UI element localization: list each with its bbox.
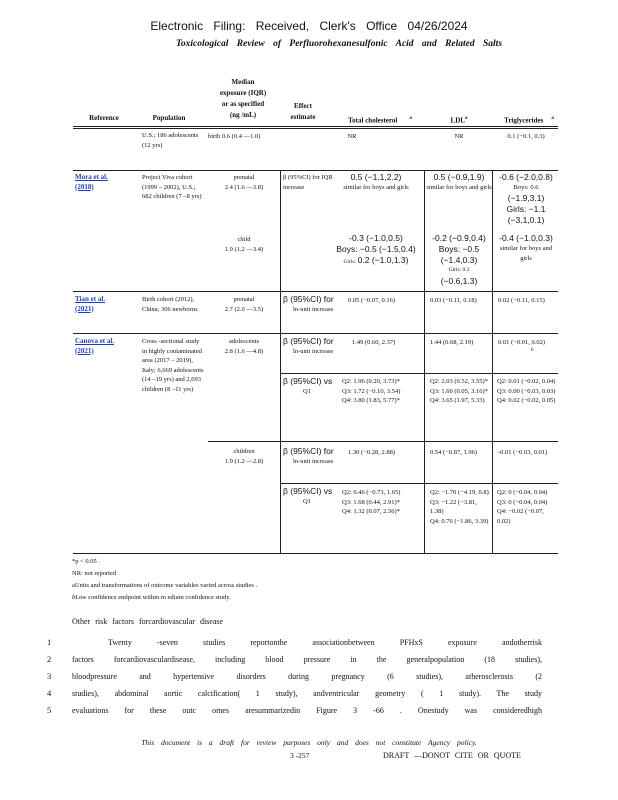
- page-number: 3 -257: [290, 751, 310, 760]
- mora-tc-prenatal: 0.5 (−1.1,2.2) similar for boys and girls: [343, 172, 409, 191]
- col-header-total-cholesterol: Total cholesterol $^a$: [348, 116, 412, 125]
- tian-ldl: 0.03 (−0.11, 0.18): [430, 297, 477, 304]
- col-header-triglycerides: Triglycerides $^a$: [504, 116, 554, 125]
- table-row-1-tg: 0.1 (−0.1, 0.3): [507, 133, 545, 140]
- canova-ldl-adol-q: Q2: 2.03 (0.52, 3.55)* Q3: 1.60 (0.05, 3.16)* Q4: 3.65 (1.97, 5.33): [430, 378, 488, 404]
- section-heading: Other risk factors forcardiovascular disease: [72, 617, 224, 626]
- col-header-ldl: LDL$^a$: [450, 116, 468, 125]
- filing-stamp: Electronic Filing: Received, Clerk's Office 04/26/2024: [150, 19, 468, 33]
- mora-tg-child: -0.4 (−1.0,0.3) similar for boys and girls: [499, 233, 553, 262]
- draft-disclaimer: This document is a draft for review purposes only and does not constitute Agency policy.: [141, 738, 477, 747]
- line-number: 4: [47, 688, 52, 698]
- canova-tg-child-ln: -0.01 (−0.03, 0.01): [498, 449, 548, 456]
- mora-ldl-prenatal: 0.5 (−0.9,1.9) similar for boys and girls: [426, 172, 492, 191]
- mora-exposure-prenatal: prenatal 2.4 (1.6 —3.8): [224, 174, 264, 191]
- reference-link-mora-2018[interactable]: Mora et al. (2018): [75, 173, 108, 191]
- paragraph-line: bloodpressure and hypertensive disorders during pregnancy (6 studies), atherosclerosis (2: [72, 672, 542, 681]
- canova-tc-adol-q: Q2: 1.96 (0.20, 3.73)* Q3: 1.72 (−0.10, 3.54) Q4: 3.80 (1.83, 5.77)*: [342, 378, 401, 404]
- table-row-1-population: U.S.; 186 adolescents (12 yrs): [142, 132, 199, 149]
- mora-population: Project Viva cohort (1999 – 2002), U.S.; 682 children (7 –8 yrs): [142, 174, 202, 200]
- line-number: 5: [47, 705, 52, 715]
- tian-exposure: prenatal 2.7 (2.0 —3.5): [224, 296, 264, 313]
- mora-tg-prenatal: -0.6 (−2.0,0.8) Boys: 0.6 (−1.9,3.1) Girls: −1.1 (−3.1,0.1): [499, 172, 553, 225]
- mora-exposure-child: child 1.9 (1.2 —3.4): [224, 236, 264, 253]
- col-header-median-exposure: Median exposure (IQR) or as specified (ng /mL): [219, 78, 267, 119]
- tian-tg: 0.02 (−0.11, 0.15): [498, 297, 545, 304]
- canova-effect-adol-ln: β (95%CI) for ln-unit increase: [283, 336, 334, 355]
- canova-ldl-child-q: Q2: −1.70 (−4.19, 0.8) Q3: −1.22 (−3.81, 1.38) Q4: 0.76 (−1.86, 3.39): [430, 489, 489, 525]
- draft-notice: DRAFT —DONOT CITE OR QUOTE: [383, 751, 521, 760]
- canova-tg-adol-ln: 0.01 (−0.01, 0.02) b: [498, 339, 545, 353]
- line-number: 1: [47, 637, 52, 647]
- paragraph-line: factors forcardiovasculardisease, including blood pressure in the generalpopulation (18 studies),: [72, 655, 542, 664]
- footnote-significance: *p < 0.05 .: [72, 558, 101, 565]
- footnote-a: aUnits and transformations of outcome variables varied across studies .: [72, 582, 258, 589]
- canova-tc-child-ln: 1.30 (−0.28, 2.88): [348, 449, 395, 456]
- mora-ldl-child: -0.2 (−0.9,0.4) Boys: −0.5 (−1.4,0.3) Girls: 0.3 (−0.6,1.3): [432, 233, 486, 286]
- canova-effect-child-ln: β (95%CI) for ln-unit increase: [283, 446, 334, 465]
- canova-exposure-children: children 1.9 (1.2 —2.8): [224, 448, 264, 465]
- table-row-1-tc: NR: [347, 133, 357, 140]
- col-header-reference: Reference: [89, 114, 119, 122]
- table-row-1-exposure: birth 0.6 (0.4 —1.0): [208, 133, 261, 140]
- document-title: Toxicological Review of Perfluorohexanesulfonic Acid and Related Salts: [175, 39, 503, 49]
- canova-exposure-adolescents: adolescents 2.8 (1.6 —4.8): [224, 338, 264, 355]
- tian-tc: 0.05 (−0.07, 0.16): [348, 297, 395, 304]
- reference-link-canova-2021[interactable]: Canova et al. (2021): [75, 337, 115, 355]
- tian-population: Birth cohort (2012), China; 306 newborns: [142, 296, 198, 313]
- mora-effect-estimate: β (95%CI) for IQR increase: [283, 174, 333, 191]
- footnote-b: bLow confidence endpoint within m edium confidence study.: [72, 594, 231, 601]
- canova-tg-child-q: Q2: 0 (−0.04, 0.04) Q3: 0 (−0.04, 0.04) Q4: −0.02 (−0.07, 0.02): [497, 489, 548, 525]
- mora-tc-child: -0.3 (−1.0,0.5) Boys: −0.5 (−1.5,0.4) Girls: 0.2 (−1.0,1.3): [336, 233, 416, 265]
- canova-tc-child-q: Q2: 0.46 (−0.73, 1.65) Q3: 1.68 (0.44, 2.91)* Q4: 1.32 (0.07, 2.56)*: [342, 489, 401, 515]
- paragraph-line: evaluations for these outc omes aresummarizedin Figure 3 -66 . Onestudy was consideredhigh: [72, 706, 542, 715]
- canova-tc-adol-ln: 1.49 (0.60, 2.37): [352, 339, 396, 346]
- canova-effect-adol-q: β (95%CI) vs Q1: [283, 376, 333, 395]
- line-number: 3: [47, 671, 52, 681]
- col-header-population: Population: [152, 114, 186, 122]
- table-row-1-ldl: NR: [454, 133, 464, 140]
- paragraph-line: studies), abdominal aortic calcification( 1 study), andventricular geometry ( 1 study). The study: [72, 689, 542, 698]
- tian-effect-estimate: β (95%CI) for ln-unit increase: [283, 294, 334, 313]
- paragraph-line: Twenty -seven studies reportonthe associationbetween PFHxS exposure andotherrisk: [108, 638, 542, 647]
- canova-ldl-adol-ln: 1.44 (0.68, 2.19): [430, 339, 474, 346]
- line-number: 2: [47, 654, 52, 664]
- canova-ldl-child-ln: 0.54 (−0.87, 1.96): [430, 449, 477, 456]
- footnote-nr: NR: not reported: [72, 570, 117, 577]
- canova-population: Cross -sectional study in highly contaminated area (2017 – 2019), Italy; 6,669 adolescents (14 –19 yrs) and 2,693 children (8 –11 yrs): [142, 338, 204, 393]
- canova-effect-child-q: β (95%CI) vs Q1: [283, 486, 333, 505]
- reference-link-tian-2021[interactable]: Tian et al. (2021): [75, 295, 106, 313]
- col-header-effect-estimate: Effect estimate: [290, 102, 316, 121]
- canova-tg-adol-q: Q2: 0.01 (−0.02, 0.04) Q3: 0.00 (−0.03, 0.03) Q4: 0.02 (−0.02, 0.05): [497, 378, 556, 404]
